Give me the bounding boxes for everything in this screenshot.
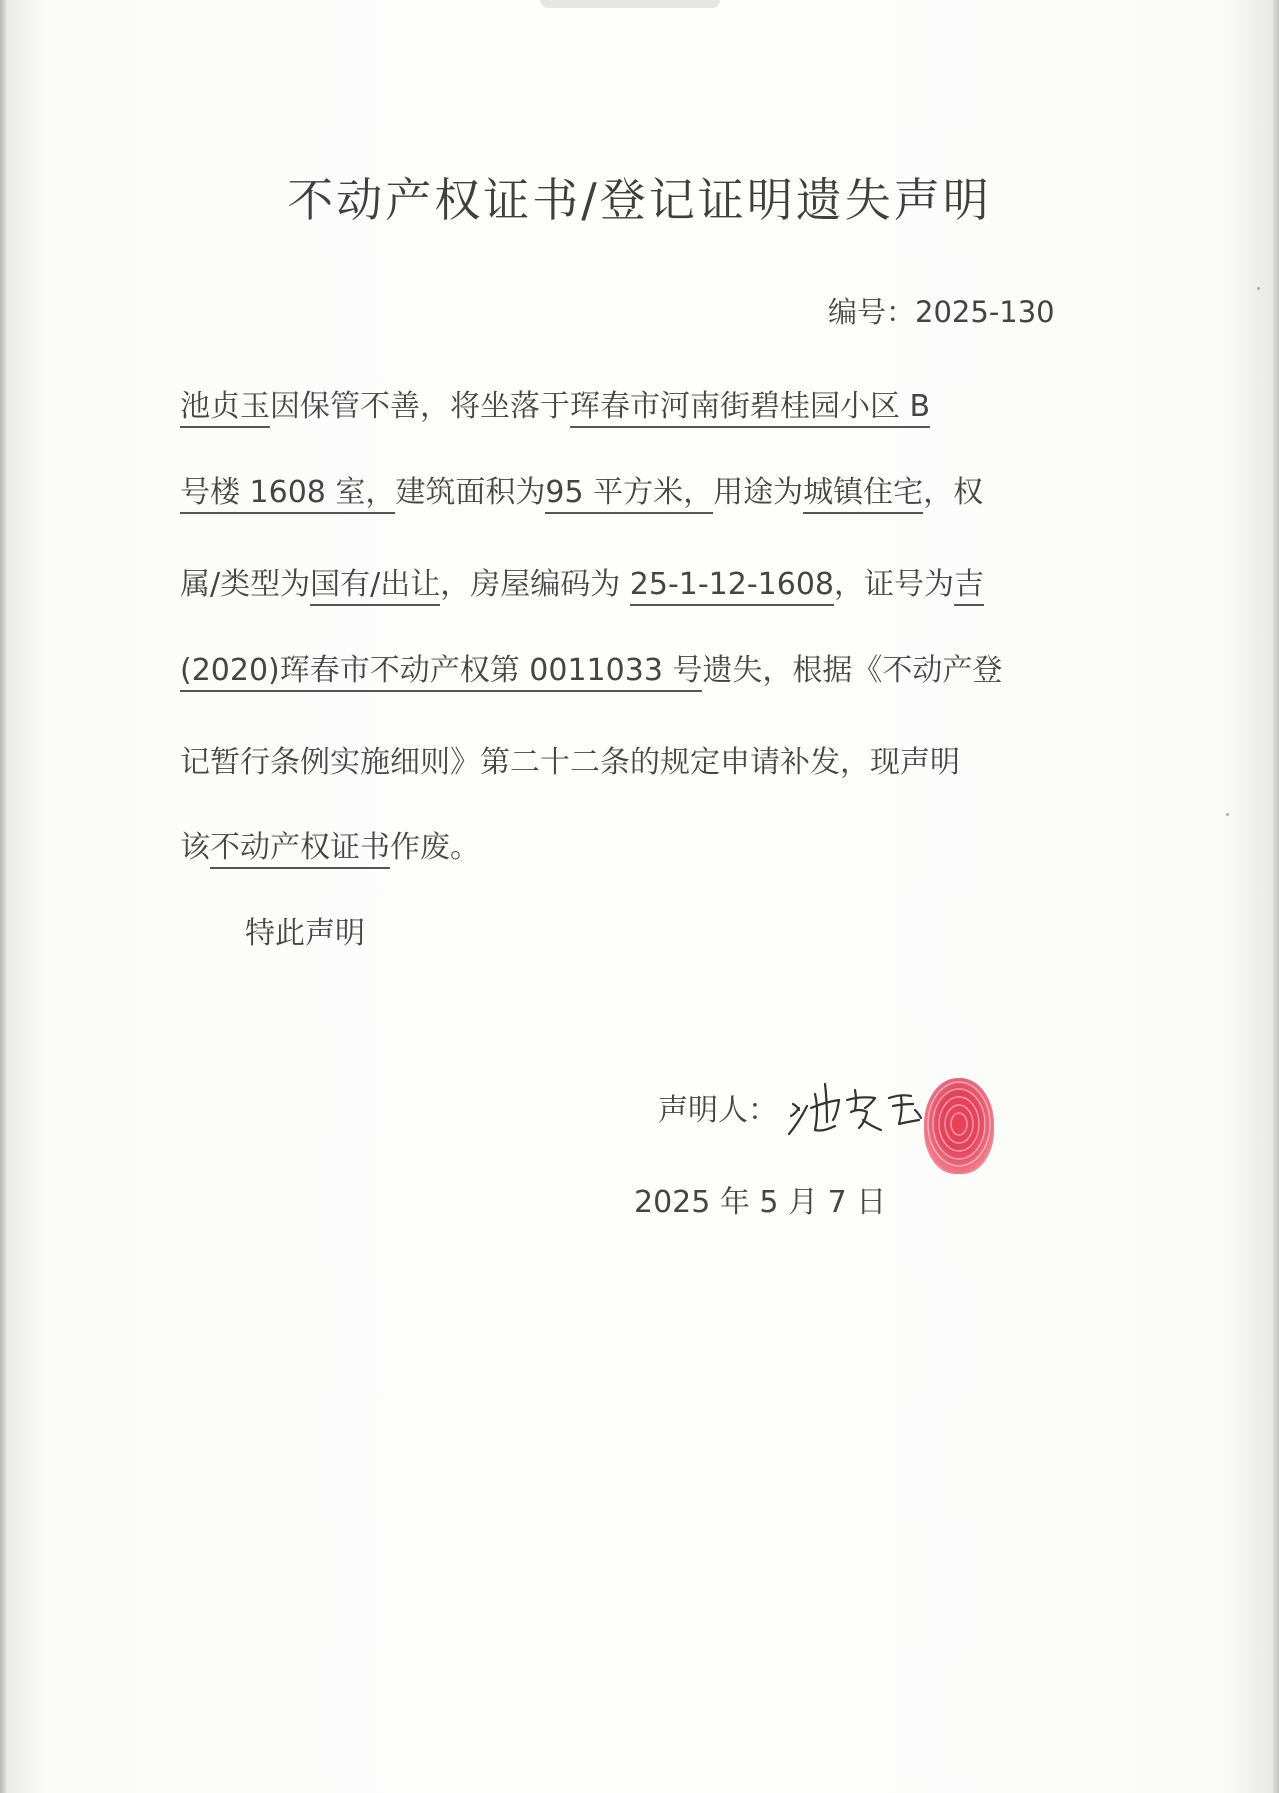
underlined-field: 25-1-12-1608: [630, 567, 834, 606]
declaration-date: 2025 年 5 月 7 日: [634, 1185, 887, 1220]
underlined-field: 国有/出让: [310, 567, 440, 606]
paper-speck: [1257, 287, 1260, 290]
document-number-value: 2025-130: [915, 295, 1055, 329]
body-text: ，权: [923, 475, 984, 510]
body-text: 建筑面积为: [395, 475, 546, 510]
body-line-2: [180, 467, 1060, 511]
body-text: 作废。: [390, 830, 480, 865]
body-text: 属/类型为: [180, 567, 311, 602]
body-text: 用途为: [713, 475, 804, 510]
thumbprint-ridges: [924, 1078, 994, 1174]
body-text: 遗失，根据《不动产登: [702, 653, 1003, 688]
paper-left-edge: [0, 0, 6, 1793]
body-line-5: [180, 737, 1060, 781]
body-text: 该: [180, 830, 210, 865]
body-line-6: [180, 822, 1060, 866]
underlined-field: 号楼 1608 室，: [180, 475, 395, 514]
closing-statement: 特此声明: [245, 916, 365, 951]
bleed-through-mark: [540, 0, 720, 8]
paper-sheet: [6, 0, 1273, 1793]
body-text: 记暂行条例实施细则》第二十二条的规定申请补发，现声明: [180, 745, 960, 780]
document-title: 不动产权证书/登记证明遗失声明: [287, 173, 992, 227]
document-number: [828, 290, 1055, 331]
body-line-4: [180, 645, 1060, 689]
underlined-field: 珲春市河南街碧桂园小区 B: [570, 389, 930, 428]
underlined-field: 池贞玉: [180, 389, 270, 428]
underlined-field: (2020)珲春市不动产权第 0011033 号: [180, 653, 702, 692]
declarant-label: 声明人：: [658, 1093, 778, 1128]
underlined-field: 95 平方米，: [545, 475, 713, 514]
body-text: ，证号为: [834, 567, 955, 602]
paper-right-edge: [1273, 0, 1279, 1793]
body-text: ，房屋编码为: [440, 567, 630, 602]
body-line-1: [180, 381, 1060, 425]
body-text: 因保管不善，将坐落于: [270, 389, 570, 424]
underlined-field: 不动产权证书: [210, 830, 390, 869]
body-line-3: [180, 559, 1060, 603]
paper-speck: [1226, 813, 1229, 816]
document-number-label: 编号：: [828, 295, 916, 329]
underlined-field: 城镇住宅: [803, 475, 923, 514]
underlined-field: 吉: [954, 567, 984, 606]
